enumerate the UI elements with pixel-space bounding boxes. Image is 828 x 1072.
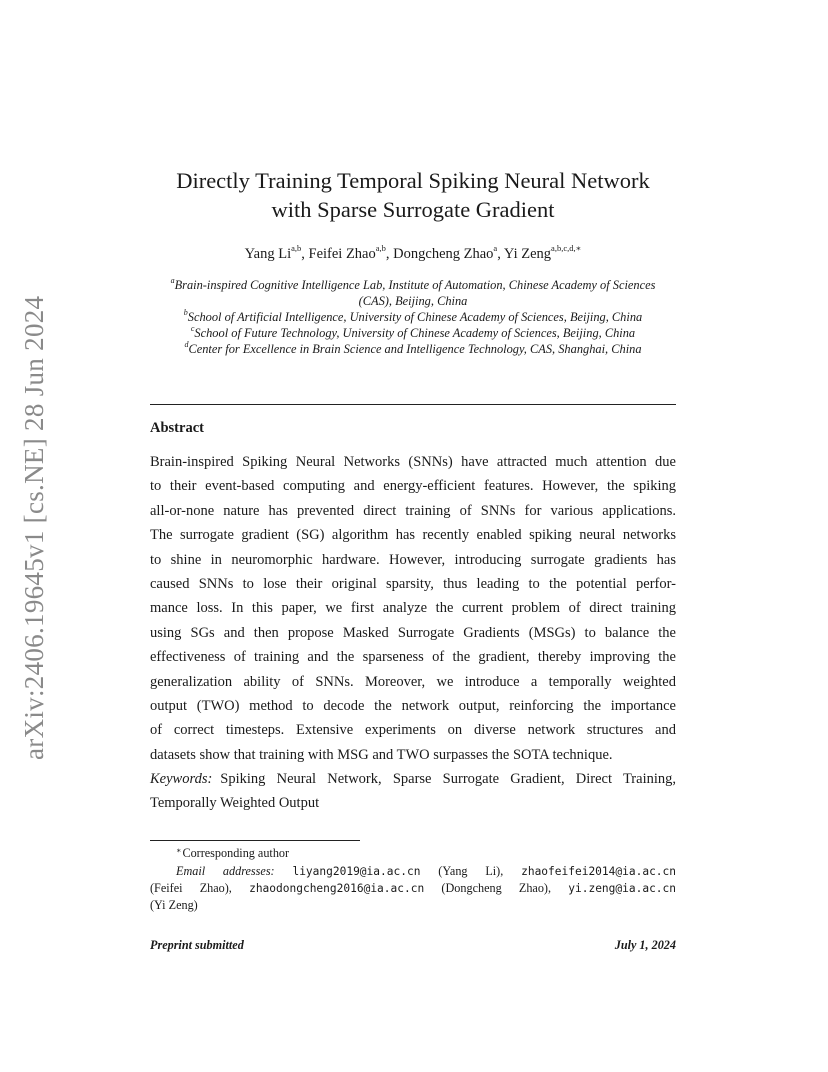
email-owner: (Feifei Zhao), [150, 881, 232, 895]
affiliation-c [150, 325, 676, 341]
abstract-line: The surrogate gradient (SG) algorithm has recently enabled spiking neural networks [150, 527, 676, 544]
keywords-text: Spiking Neural Network, Sparse Surrogate Gradient, Direct Training, [220, 771, 676, 787]
affiliation-list [150, 277, 676, 357]
corresponding-mark: ∗ [176, 846, 182, 855]
abstract-line: caused SNNs to lose their original sparsity, thus leading to the potential perfor- [150, 576, 676, 593]
abstract-line: datasets show that training with MSG and TWO surpasses the SOTA technique. [150, 746, 613, 763]
email-link[interactable]: zhaodongcheng2016@ia.ac.cn [249, 882, 425, 895]
affiliation-mark: b [183, 307, 188, 317]
preprint-label: Preprint submitted [150, 938, 244, 952]
email-owner: (Yi Zeng) [150, 898, 198, 912]
footnote [150, 845, 676, 913]
keywords [150, 767, 676, 816]
preprint-date: July 1, 2024 [614, 938, 676, 952]
email-link[interactable]: zhaofeifei2014@ia.ac.cn [521, 865, 677, 878]
author-affiliation-mark: a,b [291, 243, 302, 254]
email-link[interactable]: liyang2019@ia.ac.cn [292, 865, 421, 878]
email-line-3 [150, 897, 676, 913]
author-separator: , [385, 246, 394, 262]
arxiv-identifier: arXiv:2406.19645v1 [cs.NE] 28 Jun 2024 [19, 295, 49, 760]
abstract-line: to shine in neuromorphic hardware. However, introducing surrogate gradients has [150, 551, 676, 568]
title-line-2: with Sparse Surrogate Gradient [271, 197, 555, 222]
affiliation-text: Brain-inspired Cognitive Intelligence Lab, Institute of Automation, Chinese Academy of Sciences [174, 278, 656, 292]
author-name: Dongcheng Zhao [393, 246, 494, 262]
affiliation-a-line-1 [150, 277, 676, 293]
corresponding-author-label: Corresponding author [182, 846, 290, 860]
keywords-label: Keywords: [150, 771, 213, 787]
email-owner: (Dongcheng Zhao), [441, 881, 552, 895]
affiliation-text: School of Artificial Intelligence, University of Chinese Academy of Sciences, Beijing, China [187, 310, 643, 324]
affiliation-a-line-2 [150, 293, 676, 309]
email-label: Email addresses: [176, 864, 275, 878]
email-link[interactable]: yi.zeng@ia.ac.cn [568, 882, 677, 895]
footnote-divider [150, 840, 360, 841]
abstract-line: mance loss. In this paper, we first analyze the current problem of direct training [150, 600, 676, 617]
abstract-heading: Abstract [150, 420, 204, 436]
affiliation-text: School of Future Technology, University of Chinese Academy of Sciences, Beijing, China [194, 326, 636, 340]
author-separator: , [301, 246, 309, 262]
corresponding-author-note [150, 845, 676, 863]
affiliation-d [150, 341, 676, 357]
abstract-divider [150, 404, 676, 405]
author-affiliation-mark: a,b,c,d,∗ [551, 243, 582, 254]
author-separator: , [497, 246, 504, 262]
abstract-line: of correct timesteps. Extensive experiments on diverse network structures and [150, 722, 676, 739]
author-name: Yang Li [244, 246, 292, 262]
affiliation-mark: a [170, 275, 175, 285]
email-owner: (Yang Li), [438, 864, 504, 878]
affiliation-text: (CAS), Beijing, China [358, 294, 468, 308]
abstract-line: to their event-based computing and energy-efficient features. However, the spiking [150, 478, 676, 495]
keywords-line-2: Temporally Weighted Output [150, 795, 320, 812]
keywords-line-1 [150, 767, 676, 791]
email-line-1 [150, 863, 676, 880]
abstract-line: all-or-none nature has prevented direct training of SNNs for various applications. [150, 502, 676, 519]
affiliation-text: Center for Excellence in Brain Science and Intelligence Technology, CAS, Shanghai, China [188, 342, 642, 356]
email-line-2 [150, 880, 676, 897]
abstract-line: using SGs and then propose Masked Surrogate Gradients (MSGs) to balance the [150, 624, 676, 641]
author-list [150, 244, 676, 264]
title-line-1: Directly Training Temporal Spiking Neural Network [176, 168, 650, 193]
author-name: Yi Zeng [503, 246, 552, 262]
affiliation-b [150, 309, 676, 325]
abstract-line: output (TWO) method to decode the network output, reinforcing the importance [150, 698, 676, 715]
author-affiliation-mark: a [493, 243, 498, 254]
affiliation-mark: c [190, 323, 195, 333]
abstract-line: generalization ability of SNNs. Moreover, we introduce a temporally weighted [150, 673, 676, 690]
abstract-line: effectiveness of training and the sparseness of the gradient, thereby improving the [150, 649, 676, 666]
abstract-line: Brain-inspired Spiking Neural Networks (SNNs) have attracted much attention due [150, 454, 676, 470]
abstract-body [150, 450, 676, 767]
affiliation-mark: d [184, 339, 189, 349]
author-affiliation-mark: a,b [375, 243, 386, 254]
author-name: Feifei Zhao [308, 246, 376, 262]
paper-title [150, 166, 676, 224]
